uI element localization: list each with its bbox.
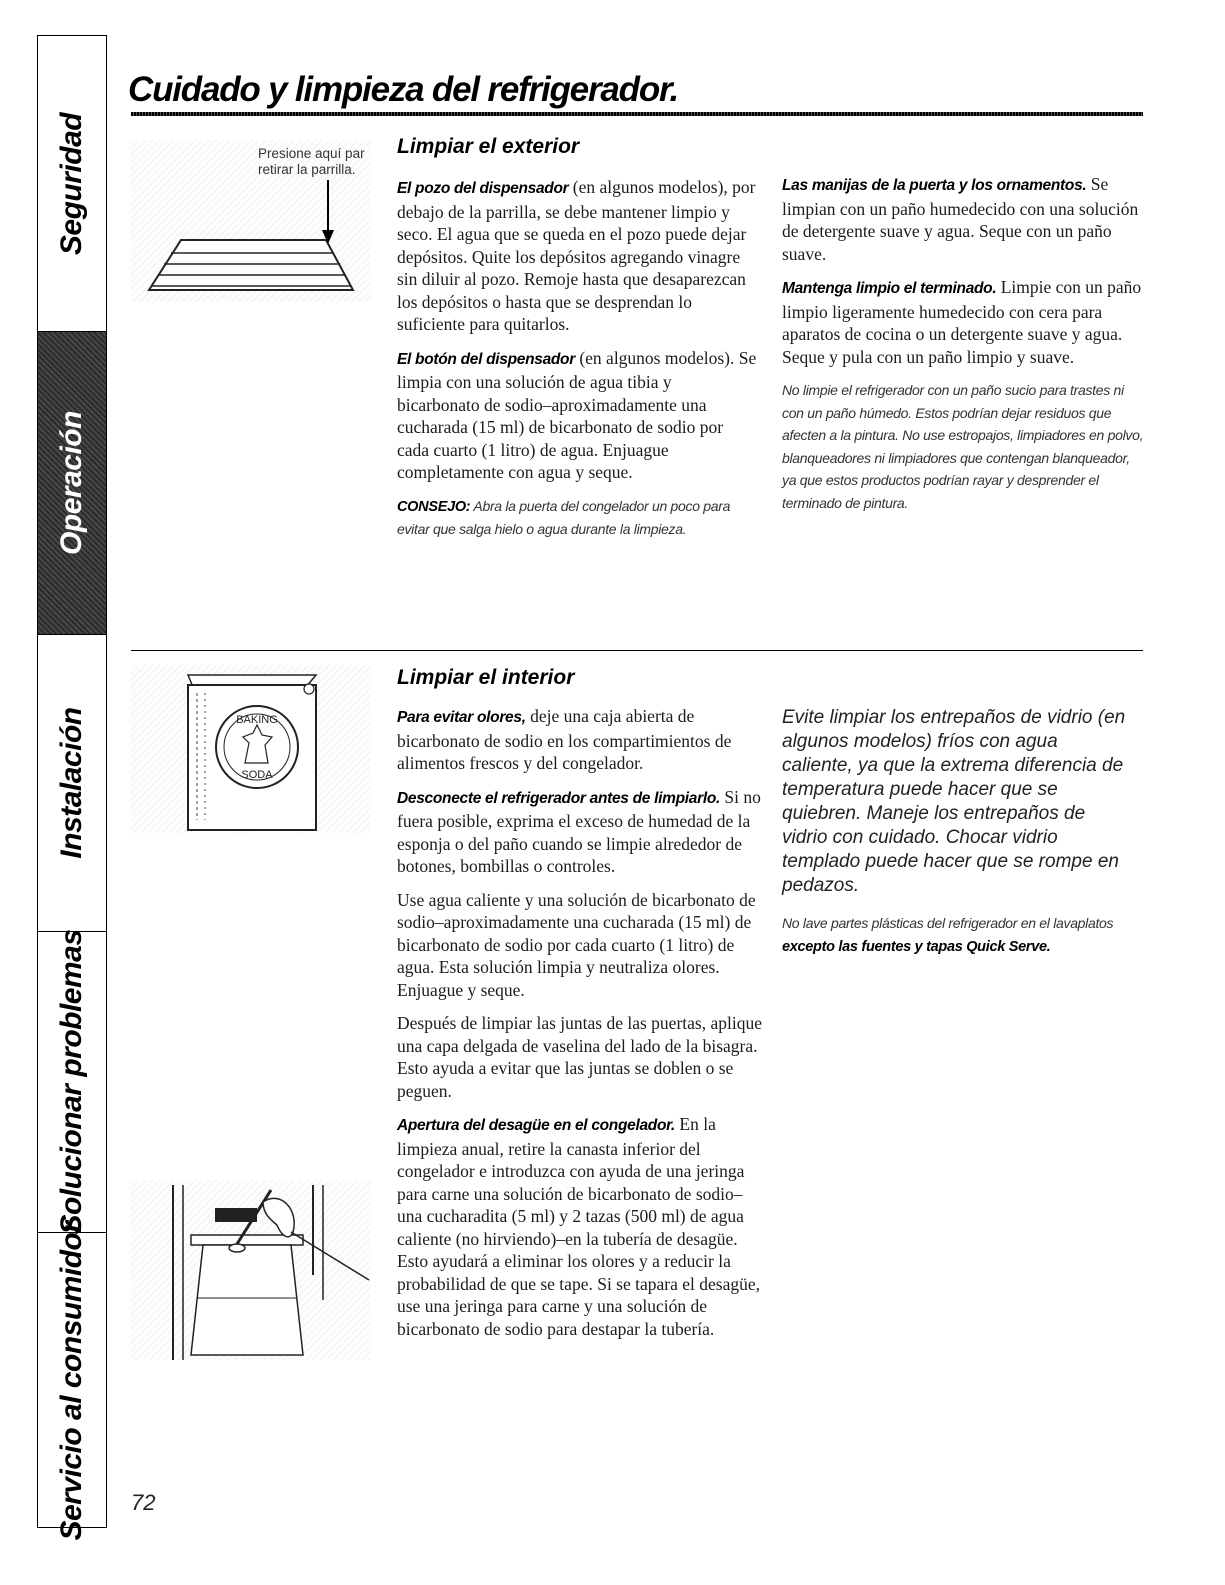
door-handles-paragraph: Las manijas de la puerta y los ornamentos. Se limpian con un paño humedecido con una solución de detergente suave y agua. Seque con un paño suave. bbox=[782, 174, 1139, 264]
freezer-drain-illustration bbox=[131, 1180, 371, 1360]
tab-instalacion[interactable] bbox=[38, 635, 106, 932]
tab-operacion[interactable] bbox=[38, 332, 106, 635]
syringe-drain-icon bbox=[131, 1180, 371, 1360]
dispenser-well-paragraph: El pozo del dispensador (en algunos modelos), por debajo de la parrilla, se debe mantener limpio y seco. El agua que se queda en el pozo puede dejar depósitos. Quite los depósitos agregando vinagre sin diluir al pozo. Remoje hasta que desaparezcan los depósitos o hasta que se desprendan lo suficiente para quitarlos. bbox=[397, 177, 756, 334]
tab-servicio-al-consumidor[interactable] bbox=[38, 1221, 106, 1541]
door-gaskets-paragraph: Después de limpiar las juntas de las puertas, aplique una capa delgada de vaselina del lado de la bisagra. Esto ayuda a evitar que las juntas se doblen o se peguen. bbox=[397, 1013, 762, 1101]
page-number: 72 bbox=[131, 1490, 156, 1515]
box-label-top: BAKING bbox=[236, 714, 278, 726]
baking-soda-illustration bbox=[131, 665, 371, 833]
odors-paragraph: Para evitar olores, deje una caja abierta de bicarbonato de sodio en los compartimientos de alimentos frescos y del congelador. bbox=[397, 706, 732, 773]
box-label-bottom: SODA bbox=[241, 769, 273, 781]
page-title: Cuidado y limpieza del refrigerador. bbox=[128, 70, 679, 109]
section-tabs bbox=[37, 35, 107, 1541]
tab-seguridad[interactable] bbox=[38, 36, 106, 332]
tip-note: CONSEJO: Abra la puerta del congelador un poco para evitar que salga hielo o agua durante la limpieza. bbox=[397, 497, 731, 537]
interior-heading: Limpiar el interior bbox=[397, 666, 575, 689]
glass-shelves-warning: Evite limpiar los entrepaños de vidrio (en algunos modelos) fríos con agua caliente, ya que la extrema diferencia de temperatura puede hacer que se quiebren. Maneje los entrepaños de vidrio con cuidado. Chocar vidrio templado puede hacer que se rompe en pedazos. bbox=[782, 707, 1126, 896]
exterior-column-right bbox=[782, 173, 1144, 524]
unplug-paragraph: Desconecte el refrigerador antes de limpiarlo. Si no fuera posible, exprima el exceso de humedad de la esponja o del paño cuando se limpie alrededor de botones, bombillas o controles. bbox=[397, 786, 761, 876]
exterior-caution-note: No limpie el refrigerador con un paño sucio para trastes ni con un paño húmedo. Estos podrían dejar residuos que afecten a la pintura. No use estropajos, limpiadores en polvo, blanqueadores ni limpiadores que contengan blanqueador, ya que estos productos podrían rayar y desprender el terminado de pintura. bbox=[782, 382, 1144, 511]
exterior-column-left bbox=[397, 135, 757, 551]
interior-column-left bbox=[397, 666, 762, 1351]
tab-label: Instalación bbox=[55, 707, 88, 859]
tab-label: Seguridad bbox=[55, 112, 88, 255]
dishwasher-note: No lave partes plásticas del refrigerador en el lavaplatos excepto las fuentes y tapas Quick Serve. bbox=[782, 915, 1114, 955]
exterior-heading: Limpiar el exterior bbox=[397, 135, 580, 158]
warm-water-paragraph: Use agua caliente y una solución de bicarbonato de sodio–aproximadamente una cucharada (15 ml) de bicarbonato de sodio por cada cuarto (1 litro) de agua. Esta solución limpia y neutraliza olores. Enjuague y seque. bbox=[397, 889, 756, 1000]
interior-column-right bbox=[782, 706, 1127, 968]
grille-callout: Presione aquí par retirar la parrilla. bbox=[258, 146, 365, 177]
finish-paragraph: Mantenga limpio el terminado. Limpie con un paño limpio ligeramente humedecido con cera para aparatos de cocina o un detergente suave y agua. Seque y pula con un paño limpio y suave. bbox=[782, 277, 1142, 367]
dispenser-button-paragraph: El botón del dispensador (en algunos modelos). Se limpia con una solución de agua tibia y bicarbonato de sodio–aproximadamente una cucharada (15 ml) de bicarbonato de sodio por cada cuarto (1 litro) de agua. Enjuague completamente con agua y seque. bbox=[397, 347, 757, 482]
baking-soda-box-icon bbox=[131, 665, 371, 833]
tab-label: Solucionar problemas bbox=[55, 929, 88, 1235]
tab-label: Servicio al consumidor bbox=[55, 1221, 88, 1541]
tab-label: Operación bbox=[55, 411, 88, 555]
freezer-drain-paragraph: Apertura del desagüe en el congelador. En la limpieza anual, retire la canasta inferior del congelador e introduzca con ayuda de una jeringa para carne una solución de bicarbonato de sodio–una cucharadita (5 ml) y 2 tazas (500 ml) de agua caliente (no hirviendo)–en la tubería de desagüe. Esto ayudará a eliminar los olores y a reducir la probabilidad de que se tape. Si se tapara el desagüe, use una jeringa para carne y una solución de bicarbonato de sodio para destapar la tubería. bbox=[397, 1114, 760, 1339]
section-divider bbox=[131, 650, 1143, 651]
title-rule bbox=[131, 112, 1143, 116]
tab-solucionar-problemas[interactable] bbox=[38, 929, 106, 1235]
